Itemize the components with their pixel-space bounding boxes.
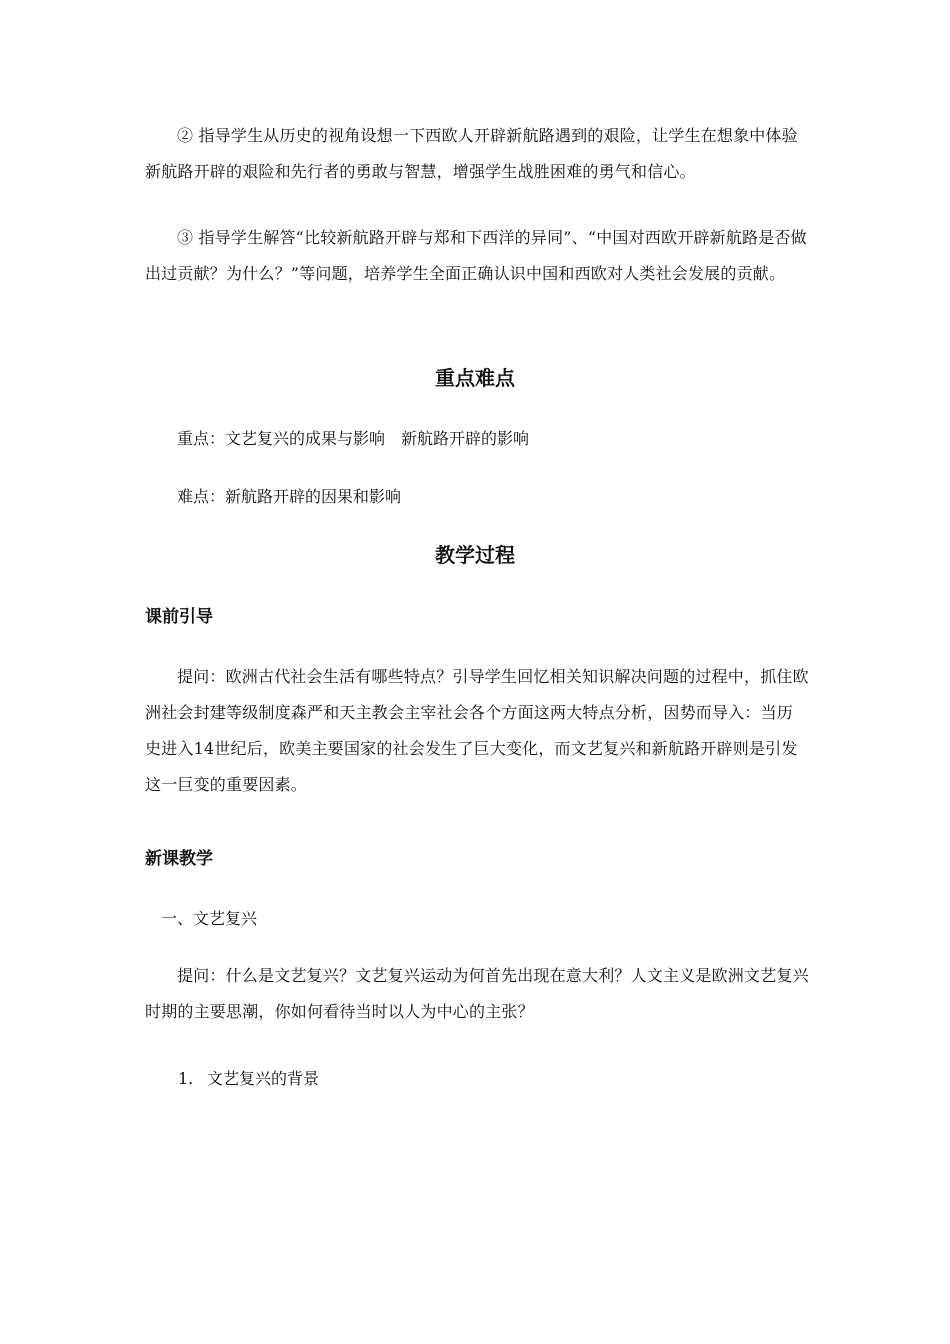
key-point-difficulty: 难点：新航路开辟的因果和影响 [177, 487, 402, 506]
teaching-process-heading: 教学过程 [435, 543, 515, 567]
key-points-heading: 重点难点 [435, 366, 515, 390]
renaissance-question-paragraph: 提问：什么是文艺复兴？文艺复兴运动为何首先出现在意大利？人文主义是欧洲文艺复兴时期的主要思潮，你如何看待当时以人为中心的主张？ [145, 966, 809, 1021]
objective-paragraph-3: ③ 指导学生解答“比较新航路开辟与郑和下西洋的异同”、“中国对西欧开辟新航路是否做出过贡献？为什么？”等问题，培养学生全面正确认识中国和西欧对人类社会发展的贡献。 [145, 228, 807, 283]
intro-paragraph: 提问：欧洲古代社会生活有哪些特点？引导学生回忆相关知识解决问题的过程中，抓住欧洲社会封建等级制度森严和天主教会主宰社会各个方面这两大特点分析，因势而导入：当历史进入14世纪后，欧美主要国家的社会发生了巨大变化，而文艺复兴和新航路开辟则是引发这一巨变的重要因素。 [145, 667, 809, 794]
intro-heading: 课前引导 [145, 607, 213, 627]
objective-paragraph-2: ② 指导学生从历史的视角设想一下西欧人开辟新航路遇到的艰险，让学生在想象中体验新航路开辟的艰险和先行者的勇敢与智慧，增强学生战胜困难的勇气和信心。 [145, 126, 798, 181]
section-title-renaissance: 一、文艺复兴 [161, 909, 258, 928]
item-number: 1. [178, 1069, 194, 1088]
new-lesson-heading: 新课教学 [145, 849, 213, 869]
key-point-focus: 重点：文艺复兴的成果与影响 新航路开辟的影响 [177, 429, 530, 448]
item-text: 文艺复兴的背景 [207, 1069, 320, 1088]
